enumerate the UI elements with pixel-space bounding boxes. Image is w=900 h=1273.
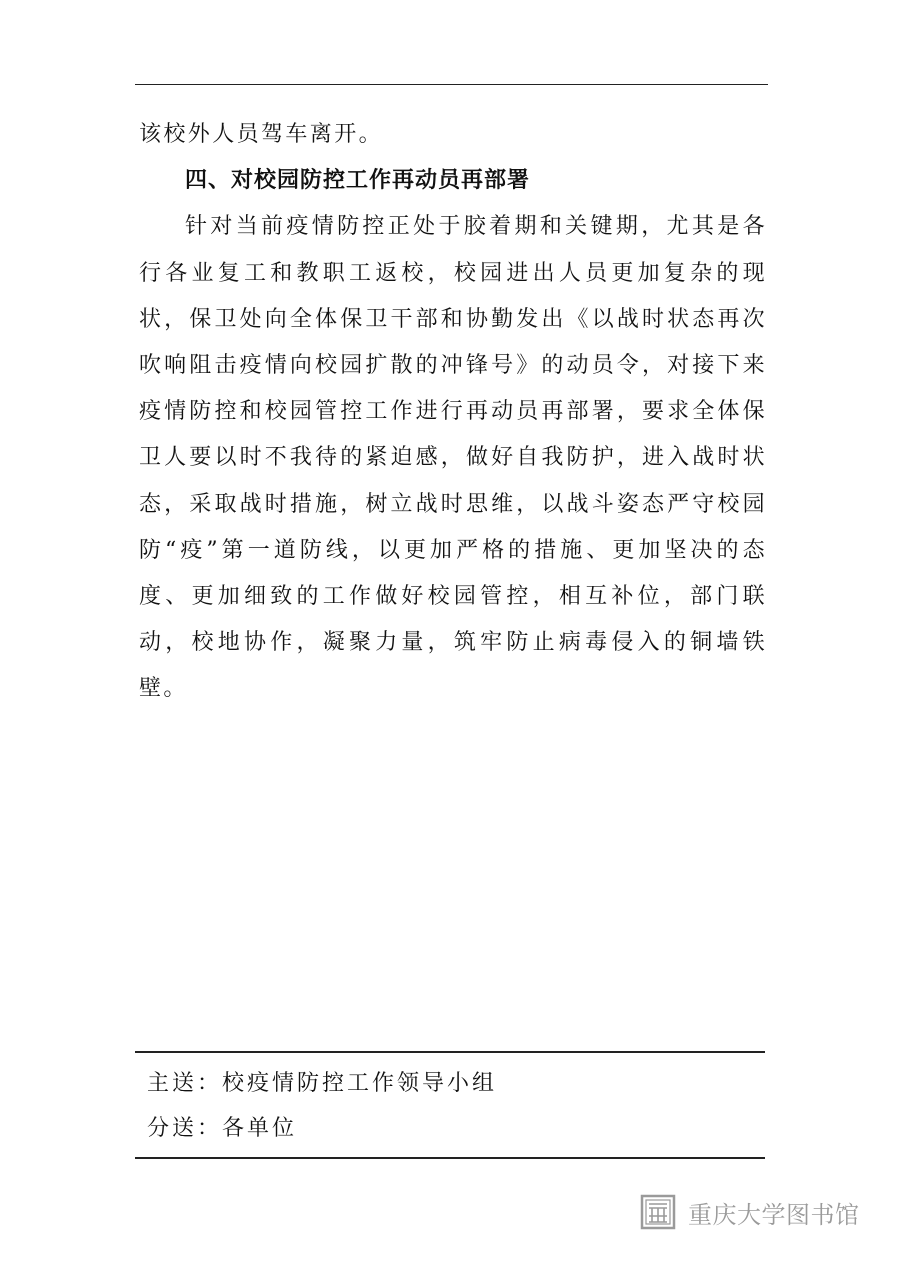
document-body — [139, 112, 767, 713]
library-seal-icon — [640, 1194, 676, 1230]
main-recipient: 主送：校疫情防控工作领导小组 — [147, 1071, 498, 1096]
continuation-text: 该校外人员驾车离开。 — [139, 122, 384, 147]
distribution-block — [135, 1051, 765, 1159]
section-heading: 四、对校园防控工作再动员再部署 — [185, 168, 531, 194]
header-rule — [135, 84, 768, 85]
body-paragraph: 针对当前疫情防控正处于胶着期和关键期，尤其是各行各业复工和教职工返校，校园进出人员更加复杂的现状，保卫处向全体保卫干部和协勤发出《以战时状态再次吹响阻击疫情向校园扩散的冲锋号》的动员令，对接下来疫情防控和校园管控工作进行再动员再部署，要求全体保卫人要以时不我待的紧迫感，做好自我防护，进入战时状态，采取战时措施，树立战时思维，以战斗姿态严守校园防“疫”第一道防线，以更加严格的措施、更加坚决的态度、更加细致的工作做好校园管控，相互补位，部门联动，校地协作，凝聚力量，筑牢防止病毒侵入的铜墙铁壁。 — [139, 214, 767, 702]
watermark-text: 重庆大学图书馆 — [688, 1200, 860, 1229]
library-watermark — [640, 1192, 860, 1232]
copy-recipient: 分送：各单位 — [147, 1116, 298, 1141]
